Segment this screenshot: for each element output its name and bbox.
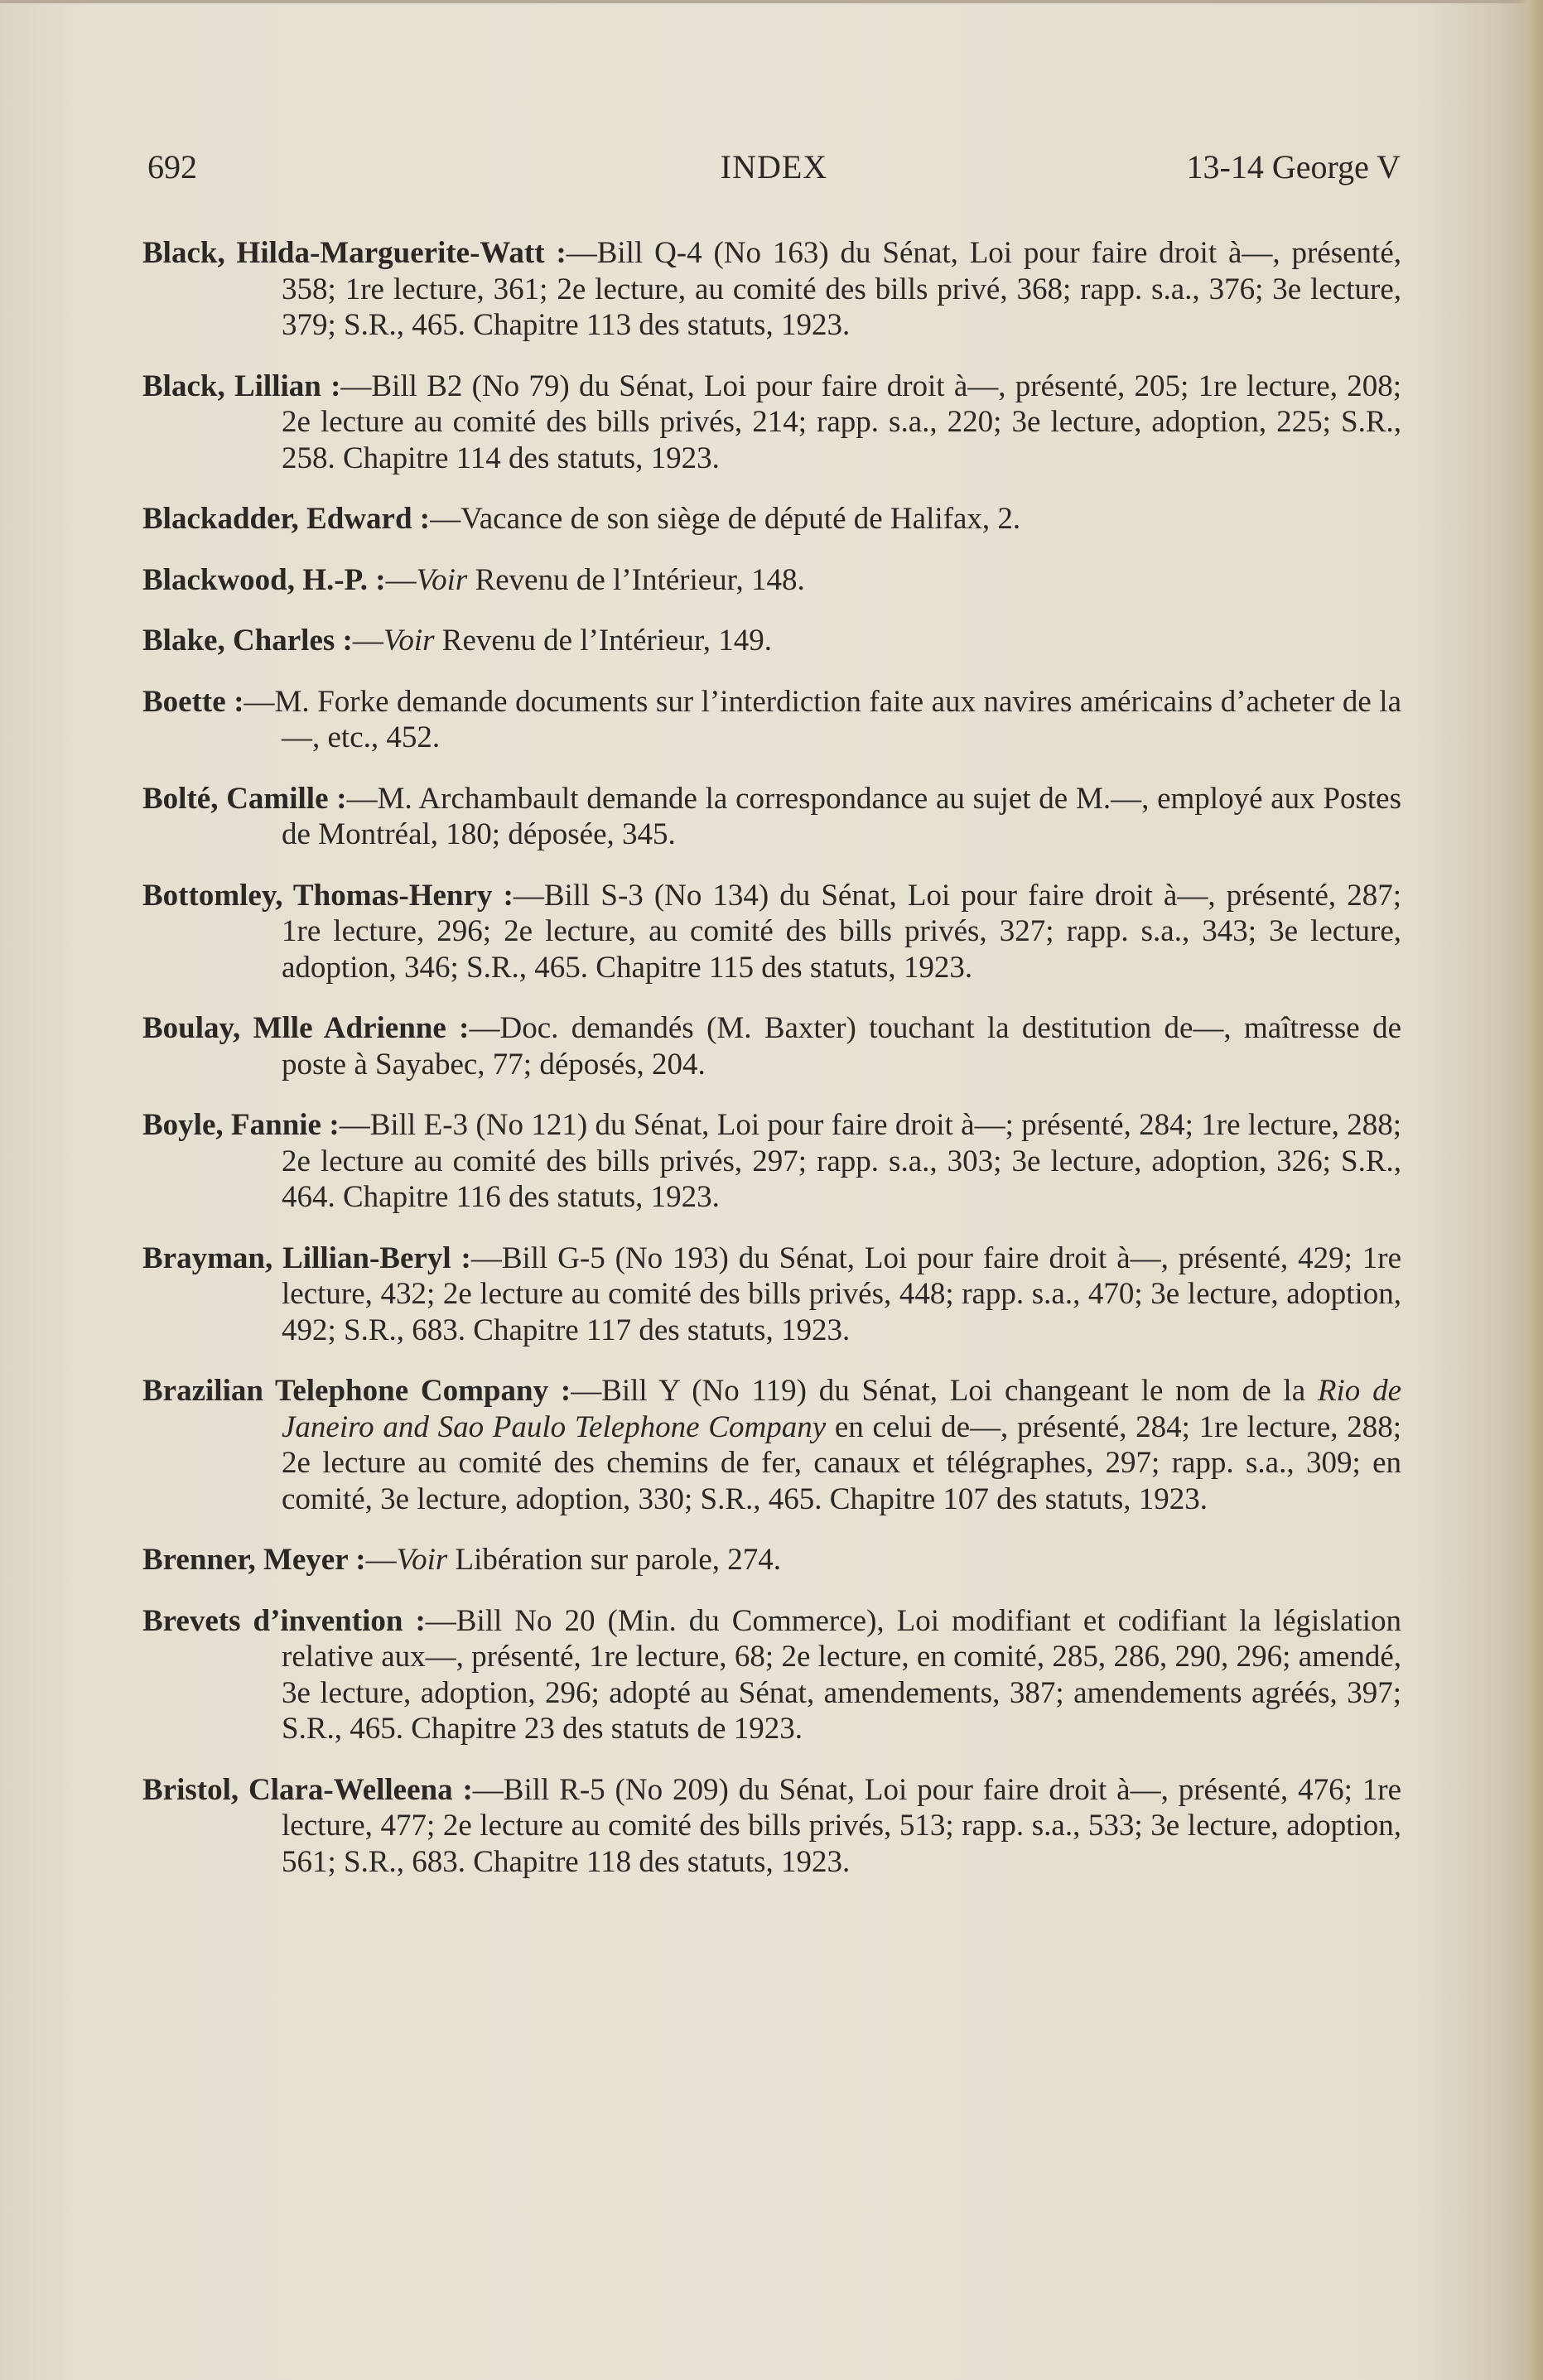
entry-text-italic: Rio de Janeiro and Sao Paulo Telephone Company (282, 1374, 1401, 1444)
entry-heading: Black, Hilda-Marguerite-Watt : (142, 236, 567, 270)
entry-heading: Black, Lillian : (142, 369, 341, 403)
entry-text-italic: Voir (383, 624, 435, 658)
entry-text (366, 1543, 781, 1577)
entry-text-italic: Voir (416, 562, 468, 597)
index-entry (142, 369, 1401, 477)
entry-text-pre: — (365, 1543, 397, 1577)
entry-heading: Bottomley, Thomas-Henry : (142, 878, 514, 913)
entry-text: —Vacance de son siège de député de Halifax, 2. (430, 502, 1021, 536)
page-number: 692 (147, 148, 197, 185)
entry-heading: Brevets d’invention : (142, 1603, 426, 1638)
top-border (0, 0, 1543, 3)
entry-text: —Bill G-5 (No 193) du Sénat, Loi pour faire droit à—, présenté, 429; 1re lecture, 432; 2e lecture au comité des bills privés, 448; rapp. s.a., 470; 3e lecture, adoption, 492; S.R., 683. Chapitre 117 des statuts, 1923. (282, 1241, 1402, 1347)
entry-text-pre: —Bill Y (No 119) du Sénat, Loi changeant le nom de la (571, 1374, 1318, 1408)
index-entry (142, 1772, 1401, 1881)
index-entry (142, 684, 1401, 756)
entry-text (353, 624, 772, 658)
index-entry (142, 1241, 1401, 1349)
entry-text: —Bill B2 (No 79) du Sénat, Loi pour faire droit à—, présenté, 205; 1re lecture, 208; 2e lecture au comité des bills privés, 214; rapp. s.a., 220; 3e lecture, adoption, 225; S.R., 258. Chapitre 114 des statuts, 1923. (282, 369, 1401, 475)
entry-text-post: Revenu de l’Intérieur, 149. (434, 624, 772, 658)
entry-text-post: Libération sur parole, 274. (447, 1543, 782, 1577)
index-entry (142, 1542, 1401, 1578)
entry-heading: Boulay, Mlle Adrienne : (142, 1011, 470, 1045)
entry-text: —Bill R-5 (No 209) du Sénat, Loi pour faire droit à—, présenté, 476; 1re lecture, 477; 2e lecture au comité des bills privés, 513; rapp. s.a., 533; 3e lecture, adoption, 561; S.R., 683. Chapitre 118 des statuts, 1923. (282, 1772, 1401, 1879)
index-entry (142, 1107, 1401, 1216)
index-entry (142, 1010, 1401, 1082)
running-header (147, 146, 1401, 189)
entry-heading: Bristol, Clara-Welleena : (142, 1772, 473, 1807)
index-entry (142, 562, 1401, 599)
entry-text: —Bill No 20 (Min. du Commerce), Loi modifiant et codifiant la législation relative aux—, présenté, 1re lecture, 68; 2e lecture, en comité, 285, 286, 290, 296; amendé, 3e lecture, adoption, 296; adopté au Sénat, amendements, 387; amendements agréés, 397; S.R., 465. Chapitre 23 des statuts de 1923. (282, 1603, 1401, 1746)
entry-heading: Blackwood, H.-P. : (142, 562, 386, 597)
index-entry (142, 781, 1401, 853)
entry-heading: Blackadder, Edward : (142, 502, 431, 536)
page-edge-shadow (1518, 0, 1543, 2380)
entry-text (386, 563, 805, 597)
entry-text-italic: Voir (396, 1543, 448, 1577)
index-entries (142, 235, 1401, 1905)
entry-text-pre: — (385, 562, 417, 597)
entry-text: —M. Forke demande documents sur l’interdiction faite aux navires américains d’acheter de la—, etc., 452. (244, 684, 1401, 754)
entry-text: —Bill S-3 (No 134) du Sénat, Loi pour faire droit à—, présenté, 287; 1re lecture, 296; 2e lecture, au comité des bills privés, 327; rapp. s.a., 343; 3e lecture, adoption, 346; S.R., 465. Chapitre 115 des statuts, 1923. (282, 878, 1401, 985)
entry-heading: Boyle, Fannie : (142, 1108, 340, 1142)
entry-heading: Blake, Charles : (142, 624, 353, 658)
entry-heading: Bolté, Camille : (142, 781, 347, 816)
entry-heading: Brayman, Lillian-Beryl : (142, 1241, 471, 1275)
entry-text: —Doc. demandés (M. Baxter) touchant la destitution de—, maîtresse de poste à Sayabec, 77; déposés, 204. (282, 1011, 1401, 1082)
entry-text-pre: — (352, 624, 383, 658)
entry-text: —M. Archambault demande la correspondance au sujet de M.—, employé aux Postes de Montréal, 180; déposée, 345. (282, 781, 1402, 851)
index-entry (142, 1603, 1401, 1747)
header-reign: 13-14 George V (1186, 148, 1401, 185)
index-entry (142, 1373, 1401, 1517)
entry-text: —Bill E-3 (No 121) du Sénat, Loi pour faire droit à—; présenté, 284; 1re lecture, 288; 2e lecture au comité des bills privés, 297; rapp. s.a., 303; 3e lecture, adoption, 326; S.R., 464. Chapitre 116 des statuts, 1923. (282, 1108, 1401, 1214)
index-entry (142, 235, 1401, 344)
entry-text: —Bill Q-4 (No 163) du Sénat, Loi pour faire droit à—, présenté, 358; 1re lecture, 361; 2e lecture, au comité des bills privé, 368; rapp. s.a., 376; 3e lecture, 379; S.R., 465. Chapitre 113 des statuts, 1923. (282, 236, 1402, 342)
entry-text-post: Revenu de l’Intérieur, 148. (467, 562, 805, 597)
entry-text-post: en celui de—, présenté, 284; 1re lecture, 288; 2e lecture au comité des chemins de fer, canaux et télégraphes, 297; rapp. s.a., 309; en comité, 3e lecture, adoption, 330; S.R., 465. Chapitre 107 des statuts, 1923. (282, 1409, 1401, 1516)
entry-heading: Brenner, Meyer : (142, 1543, 366, 1577)
index-entry (142, 623, 1401, 659)
entry-heading: Boette : (142, 684, 244, 719)
entry-heading: Brazilian Telephone Company : (142, 1374, 571, 1408)
header-title: INDEX (720, 148, 828, 185)
index-entry (142, 878, 1401, 986)
index-entry (142, 501, 1401, 537)
